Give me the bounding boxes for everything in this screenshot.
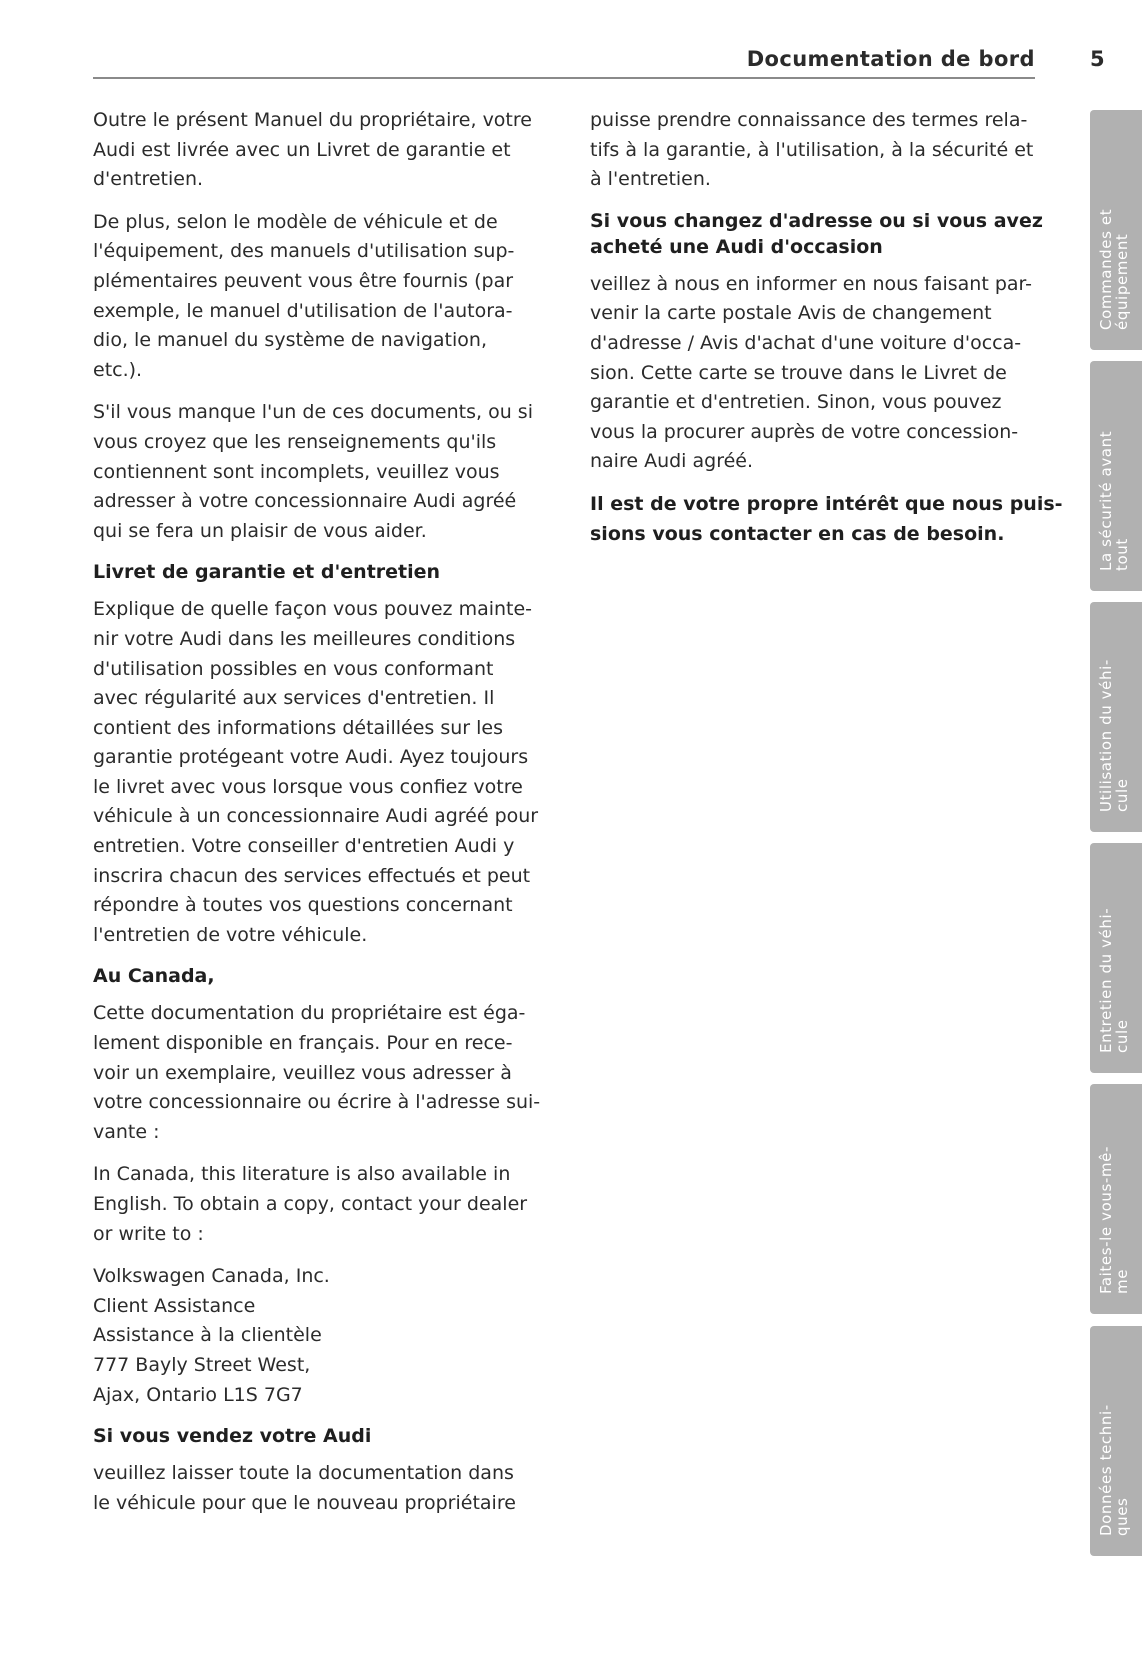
- heading-change-address: Si vous changez d'adresse ou si vous avez acheté une Audi d'occasion: [590, 209, 1043, 258]
- right-column: [590, 106, 1063, 562]
- heading-selling-audi: Si vous vendez votre Audi: [93, 1425, 372, 1448]
- paragraph-contact-interest: Il est de votre propre intérêt que nous puis- sions vous contacter en cas de besoin.: [590, 492, 1063, 545]
- paragraph-selling-audi: veuillez laisser toute la documentation dans le véhicule pour que le nouveau propriétaire: [93, 1462, 516, 1514]
- heading-warranty-booklet: Livret de garantie et d'entretien: [93, 561, 441, 584]
- paragraph-intro: Outre le présent Manuel du propriétaire, votre Audi est livrée avec un Livret de garantie et d'entretien.: [93, 109, 532, 191]
- address-block: Volkswagen Canada, Inc. Client Assistance Assistance à la clientèle 777 Bayly Street West, Ajax, Ontario L1S 7G7: [93, 1265, 330, 1406]
- paragraph-additional-manuals: De plus, selon le modèle de véhicule et de l'équipement, des manuels d'utilisation sup- plémentaires peuvent vous être fournis (par exemple, le manuel d'utilisation de l'autora- dio, le manuel du système de navigation, etc.).: [93, 210, 515, 381]
- header-rule: [93, 77, 1035, 79]
- paragraph-missing-documents: S'il vous manque l'un de ces documents, ou si vous croyez que les renseignements qu'ils contiennent sont incomplets, veuillez vous adresser à votre concessionnaire Audi agréé qui se fera un plaisir de vous aider.: [93, 401, 533, 542]
- side-tab-donnees[interactable]: Données techni- ques: [1090, 1326, 1142, 1556]
- side-tab-commandes[interactable]: Commandes et équipement: [1090, 110, 1142, 350]
- side-tab-securite[interactable]: La sécurité avant tout: [1090, 361, 1142, 591]
- paragraph-canada-english: In Canada, this literature is also available in English. To obtain a copy, contact your dealer or write to :: [93, 1163, 528, 1245]
- paragraph-change-address: veillez à nous en informer en nous faisant par- venir la carte postale Avis de changement d'adresse / Avis d'achat d'une voiture d'occa- sion. Cette carte se trouve dans le Livret de garantie et d'entretien. Sinon, vous pouvez vous la procurer auprès de votre concession- naire Audi agréé.: [590, 272, 1032, 473]
- side-tab-entretien[interactable]: Entretien du véhi- cule: [1090, 843, 1142, 1073]
- side-tab-faites-le[interactable]: Faites-le vous-mê- me: [1090, 1084, 1142, 1314]
- left-column: [93, 106, 541, 1531]
- paragraph-selling-continued: puisse prendre connaissance des termes rela- tifs à la garantie, à l'utilisation, à la sécurité et à l'entretien.: [590, 109, 1034, 191]
- page-number: 5: [1090, 47, 1105, 71]
- side-tab-utilisation[interactable]: Utilisation du véhi- cule: [1090, 602, 1142, 832]
- paragraph-warranty-booklet: Explique de quelle façon vous pouvez mainte- nir votre Audi dans les meilleures conditions d'utilisation possibles en vous conformant avec régularité aux services d'entretien. Il contient des informations détaillées sur les garantie protégeant votre Audi. Ayez toujours le livret avec vous lorsque vous confiez votre véhicule à un concessionnaire Audi agréé pour entretien. Votre conseiller d'entretien Audi y inscrira chacun des services effectués et peut répondre à toutes vos questions concernant l'entretien de votre véhicule.: [93, 598, 539, 946]
- heading-canada: Au Canada,: [93, 965, 215, 988]
- header-title: Documentation de bord: [746, 47, 1035, 71]
- paragraph-canada-french: Cette documentation du propriétaire est éga- lement disponible en français. Pour en rece- voir un exemplaire, veuillez vous adresser à votre concessionnaire ou écrire à l'adresse sui- vante :: [93, 1002, 541, 1143]
